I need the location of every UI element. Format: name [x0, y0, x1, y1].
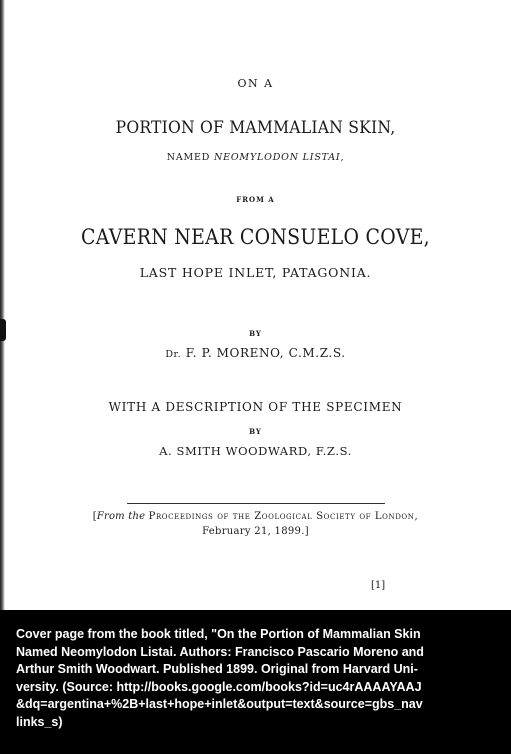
caption-line: &dq=argentina+%2B+last+hope+inlet&output=text&source=gbs_nav — [16, 697, 423, 711]
title-line-1: PORTION OF MAMMALIAN SKIN, — [115, 118, 396, 138]
source-publication: Proceedings of the Zoological Society of London, — [148, 511, 419, 522]
caption-text — [16, 626, 503, 731]
by-text-2: BY — [249, 427, 262, 436]
divider-rule — [127, 503, 385, 504]
caption-line: Named Neomylodon Listai. Authors: Francisco Pascario Moreno and — [16, 644, 424, 659]
caption-line: links_s) — [16, 714, 63, 729]
by-text-1: BY — [249, 329, 262, 338]
named-line — [0, 152, 511, 163]
caption-line: versity. (Source: http://books.google.com/books?id=uc4rAAAAYAAJ — [16, 679, 422, 694]
source-bracket: [ — [92, 511, 97, 522]
species-name: NEOMYLODON LISTAI, — [213, 152, 345, 163]
from-a-text: FROM A — [236, 195, 275, 204]
source-date: February 21, 1899.] — [202, 526, 309, 537]
author-2-line: A. SMITH WOODWARD, F.Z.S. — [159, 444, 352, 458]
location-line: LAST HOPE INLET, PATAGONIA. — [139, 265, 372, 280]
on-a-text: ON A — [237, 77, 274, 90]
source-from: From the — [96, 511, 146, 522]
caption-line: Cover page from the book titled, "On the Portion of Mammalian Skin — [16, 627, 421, 641]
caption-panel — [0, 610, 511, 754]
page-number: [1] — [371, 580, 386, 591]
author-1-name: F. P. MORENO, C.M.Z.S. — [185, 346, 346, 360]
caption-line: Arthur Smith Woodwart. Published 1899. Original from Harvard Uni- — [16, 662, 418, 676]
author-1-prefix: Dr. — [165, 349, 182, 360]
description-line: WITH A DESCRIPTION OF THE SPECIMEN — [108, 400, 403, 414]
author-1-line — [0, 346, 511, 360]
title-line-2: CAVERN NEAR CONSUELO COVE, — [81, 225, 430, 249]
named-prefix: NAMED — [166, 152, 211, 163]
source-line — [0, 511, 511, 522]
